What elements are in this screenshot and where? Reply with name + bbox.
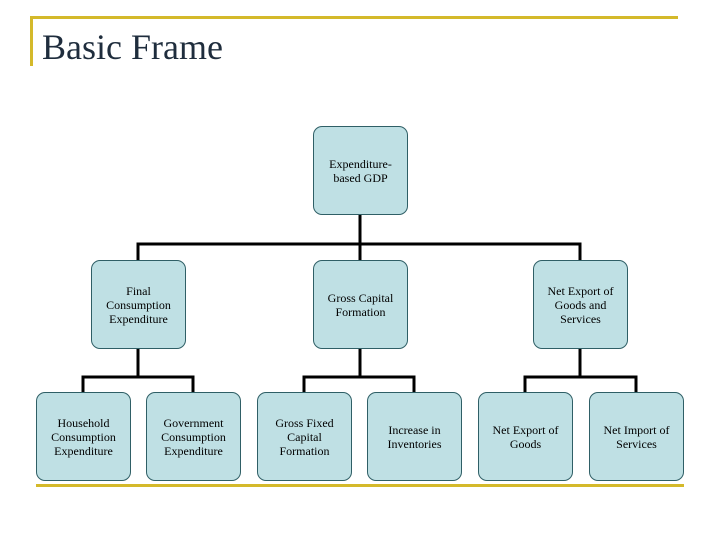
node-household-consumption: Household Consumption Expenditure [36, 392, 131, 481]
node-gross-capital-formation: Gross Capital Formation [313, 260, 408, 349]
slide-title: Basic Frame [42, 27, 223, 67]
node-net-import-services: Net Import of Services [589, 392, 684, 481]
node-final-consumption-expenditure: Final Consumption Expenditure [91, 260, 186, 349]
node-government-consumption: Government Consumption Expenditure [146, 392, 241, 481]
node-net-export-goods: Net Export of Goods [478, 392, 573, 481]
node-net-export-goods-services: Net Export of Goods and Services [533, 260, 628, 349]
node-expenditure-based-gdp: Expenditure- based GDP [313, 126, 408, 215]
node-increase-in-inventories: Increase in Inventories [367, 392, 462, 481]
node-gross-fixed-capital: Gross Fixed Capital Formation [257, 392, 352, 481]
footer-accent-rule [36, 484, 684, 487]
